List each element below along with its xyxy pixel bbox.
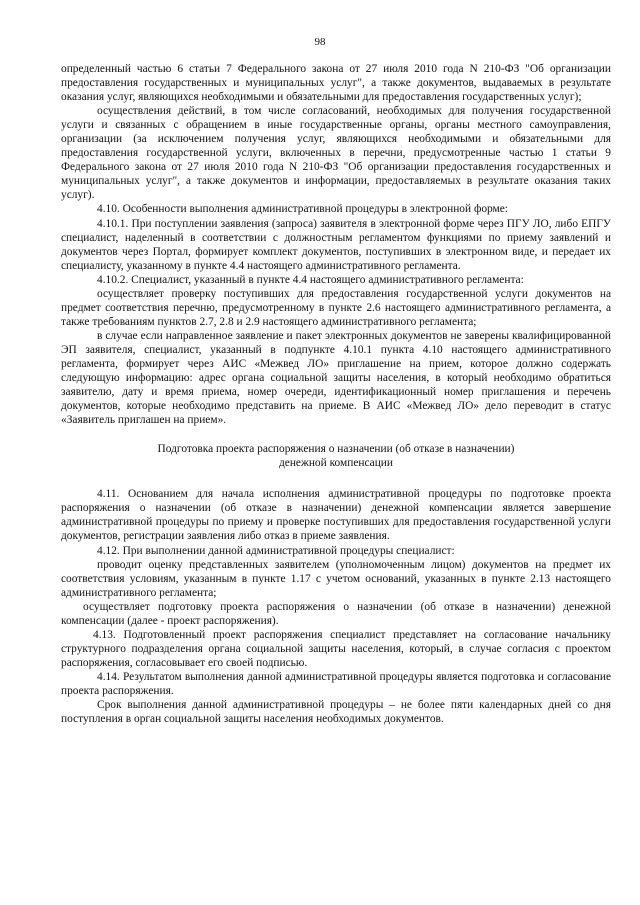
document-body (61, 62, 611, 726)
paragraph: 4.12. При выполнении данной административной процедуры специалист: (97, 544, 455, 557)
section-heading-line: денежной компенсации (278, 457, 394, 470)
paragraph: 4.14. Результатом выполнения данной административной процедуры является подготовка и согласование проекта распоряжения. (61, 670, 611, 697)
paragraph: осуществляет проверку поступивших для предоставления государственной услуги документов на предмет соответствия перечню, предусмотренному в пункте 2.6 настоящего административного регламента, а также требованиям пунктов 2.7, 2.8 и 2.9 настоящего административного регламента; (61, 287, 611, 328)
paragraph: 4.10. Особенности выполнения административной процедуры в электронной форме: (97, 203, 508, 216)
paragraph: проводит оценку представленных заявителем (уполномоченным лицом) документов на предмет их соответствия условиям, указанным в пункте 1.17 с учетом оснований, указанных в пункте 2.13 настоящего административного регламента; (61, 558, 611, 599)
paragraph: 4.13. Подготовленный проект распоряжения специалист представляет на согласование начальнику структурного подразделения органа социальной защиты населения, который, в случае согласия с проектом распоряжения, согласовывает его своей подписью. (61, 628, 611, 669)
spacer (61, 427, 611, 442)
spacer (61, 470, 611, 487)
paragraph: определенный частью 6 статьи 7 Федерального закона от 27 июля 2010 года N 210-ФЗ "Об организации предоставления государственных и муниципальных услуг", а также документов, выдаваемых в результате оказания услуг, являющихся необходимыми и обязательными для предоставления государственных услуг); (61, 63, 611, 104)
page-number: 98 (314, 36, 326, 48)
paragraph: осуществляет подготовку проекта распоряжения о назначении (об отказе в назначении) денежной компенсации (далее - проект распоряжения). (61, 600, 611, 627)
paragraph: 4.10.1. При поступлении заявления (запроса) заявителя в электронной форме через ПГУ ЛО, либо ЕПГУ специалист, наделенный в соответствии с должностным регламентом функциями по приему заявлений и документов через Портал, формирует комплект документов, поступивших в электронном виде, и передает их специалисту, указанному в пункте 4.4 настоящего административного регламента. (61, 217, 611, 272)
paragraph: в случае если направленное заявление и пакет электронных документов не заверены квалифицированной ЭП заявителя, специалист, указанный в подпункте 4.10.1 пункта 4.10 настоящего административного регламента, формирует через АИС «Межвед ЛО» приглашение на прием, которое должно содержать следующую информацию: адрес органа социальной защиты населения, в который необходимо обратиться заявителю, дату и время приема, номер очереди, идентификационный номер приглашения и перечень документов, которые необходимо представить на приеме. В АИС «Межвед ЛО» дело переводит в статус «Заявитель приглашен на прием». (61, 329, 611, 427)
paragraph: 4.11. Основанием для начала исполнения административной процедуры по подготовке проекта распоряжения о назначении (об отказе в назначении) денежной компенсации является завершение административной процедуры по приему и проверке поступивших для предоставления государственной услуги документов, регистрации заявления либо отказ в приеме заявления. (61, 488, 611, 543)
paragraph: 4.10.2. Специалист, указанный в пункте 4.4 настоящего административного регламента: (97, 273, 524, 286)
paragraph: Срок выполнения данной административной процедуры – не более пяти календарных дней со дня поступления в орган социальной защиты населения необходимых документов. (61, 699, 611, 726)
paragraph: осуществления действий, в том числе согласований, необходимых для получения государственной услуги и связанных с обращением в иные государственные органы, органы местного самоуправления, организации (за исключением получения услуг, являющихся необходимыми и обязательными для предоставления государственной услуги, включенных в перечни, предусмотренные частью 1 статьи 9 Федерального закона от 27 июля 2010 года N 210-ФЗ "Об организации предоставления государственных и муниципальных услуг", а также документов и информации, предоставляемых в результате оказания таких услуг). (61, 105, 611, 202)
section-heading (61, 442, 611, 470)
section-heading-line: Подготовка проекта распоряжения о назначении (об отказе в назначении) (157, 443, 515, 456)
